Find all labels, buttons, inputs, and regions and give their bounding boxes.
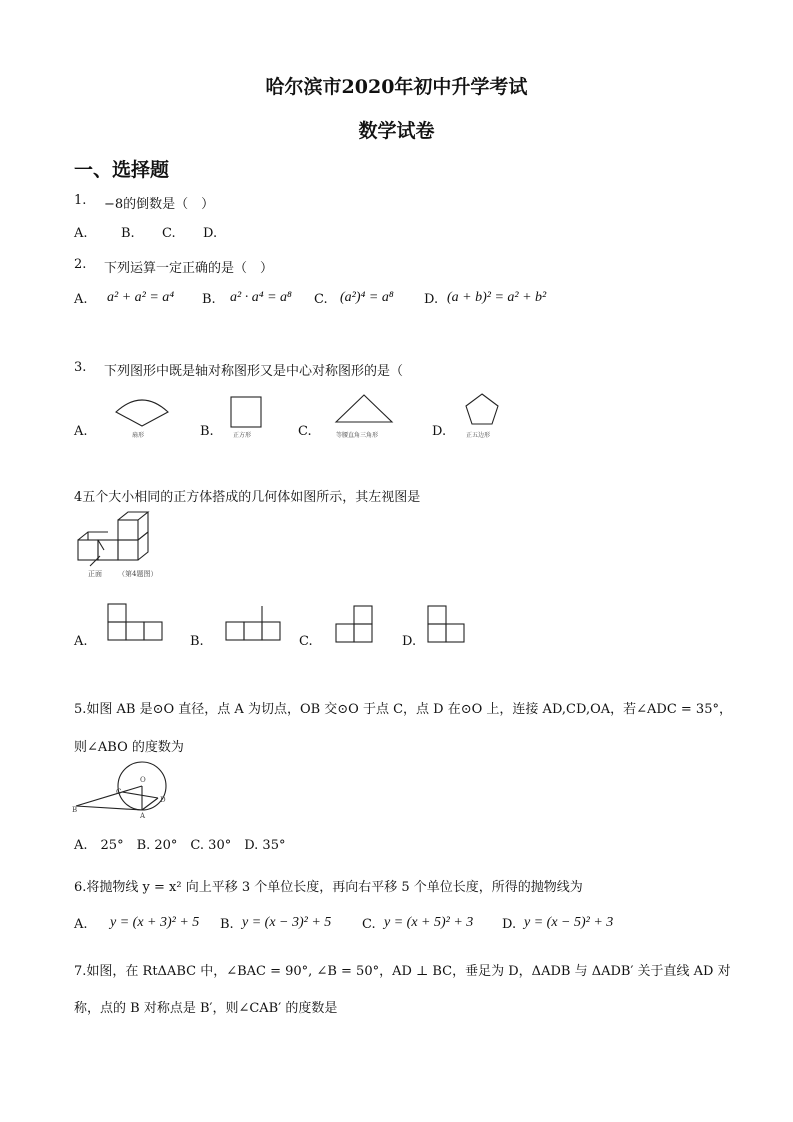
square-figure — [229, 395, 265, 429]
q5-point-o: O — [140, 776, 146, 784]
q1-option-b: B. — [121, 226, 135, 241]
q1-option-d: D. — [203, 226, 218, 241]
q5-point-a: A — [140, 812, 146, 820]
q5-point-d: D — [160, 796, 166, 804]
cube-solid-figure — [74, 514, 164, 576]
q2-option-c: (a²)⁴ = a⁸ — [340, 290, 394, 305]
q4-label-a: A. — [74, 634, 88, 649]
q6-option-d: y = (x − 5)² + 3 — [524, 915, 614, 930]
q3-caption-b: 正方形 — [233, 432, 252, 439]
q4-option-a-figure — [106, 602, 164, 642]
q5-point-b: B — [72, 806, 78, 814]
q3-label-a: A. — [74, 424, 88, 439]
q2-option-b: a² · a⁴ = a⁸ — [230, 290, 292, 305]
q3-text: 下列图形中既是轴对称图形又是中心对称图形的是（ — [104, 364, 404, 379]
sector-figure — [112, 390, 172, 430]
q5-options: A. 25° B. 20° C. 30° D. 35° — [74, 838, 286, 853]
q3-caption-c: 等腰直角三角形 — [336, 432, 379, 439]
q6-option-c: y = (x + 5)² + 3 — [384, 915, 474, 930]
q6-option-b: y = (x − 3)² + 5 — [242, 915, 332, 930]
q7-text-line2: 称，点的 B 对称点是 B′，则∠CAB′ 的度数是 — [74, 1001, 338, 1016]
page-title: 哈尔滨市2020年初中升学考试 — [265, 76, 528, 98]
q5-text-line1: 5.如图 AB 是⊙O 直径，点 A 为切点，OB 交⊙O 于点 C，点 D 在⊙O 上，连接 AD,CD,OA，若∠ADC = 35°， — [74, 702, 732, 717]
q3-label-c: C. — [298, 424, 312, 439]
q1-option-a: A. — [74, 226, 88, 241]
q3-number: 3. — [74, 360, 87, 375]
q4-text: 4五个大小相同的正方体搭成的几何体如图所示，其左视图是 — [74, 490, 421, 505]
q2-option-d: (a + b)² = a² + b² — [447, 290, 547, 305]
q2-label-b: B. — [202, 292, 216, 307]
q7-text-line1: 7.如图，在 RtΔABC 中，∠BAC = 90°, ∠B = 50°，AD ⊥ BC，垂足为 D，ΔADB 与 ΔADB′ 关于直线 AD 对 — [74, 964, 731, 979]
q1-option-c: C. — [162, 226, 176, 241]
q4-figure-caption: （第4题图） — [118, 570, 158, 578]
q3-label-d: D. — [432, 424, 447, 439]
q4-option-d-figure — [426, 604, 468, 644]
q6-option-a: y = (x + 3)² + 5 — [110, 915, 200, 930]
isosceles-right-triangle-figure — [332, 392, 398, 428]
q2-label-c: C. — [314, 292, 328, 307]
q3-label-b: B. — [200, 424, 214, 439]
q1-number: 1. — [74, 193, 87, 208]
circle-tangent-figure — [74, 760, 184, 820]
q6-label-d: D. — [502, 917, 517, 932]
q4-label-c: C. — [299, 634, 313, 649]
q6-label-a: A. — [74, 917, 88, 932]
q2-label-a: A. — [74, 292, 88, 307]
pentagon-figure — [463, 391, 503, 429]
q4-label-d: D. — [402, 634, 417, 649]
q2-text: 下列运算一定正确的是（ ） — [104, 261, 274, 276]
q4-front-label: 正面 — [88, 570, 102, 578]
q3-caption-a: 扇形 — [132, 432, 145, 439]
q5-text-line2: 则∠ABO 的度数为 — [74, 740, 184, 755]
q2-label-d: D. — [424, 292, 439, 307]
q1-text: −8的倒数是（ ） — [104, 197, 215, 212]
q5-point-c: C — [116, 788, 122, 796]
q3-caption-d: 正五边形 — [466, 432, 491, 439]
section-heading: 一、选择题 — [74, 159, 170, 181]
q4-label-b: B. — [190, 634, 204, 649]
q6-label-c: C. — [362, 917, 376, 932]
q6-text: 6.将抛物线 y = x² 向上平移 3 个单位长度，再向右平移 5 个单位长度，所得的抛物线为 — [74, 880, 583, 895]
page-subtitle: 数学试卷 — [358, 120, 435, 142]
q2-option-a: a² + a² = a⁴ — [107, 290, 175, 305]
q4-option-c-figure — [334, 604, 376, 644]
q2-number: 2. — [74, 257, 87, 272]
q6-label-b: B. — [220, 917, 234, 932]
q4-option-b-figure — [224, 604, 282, 642]
